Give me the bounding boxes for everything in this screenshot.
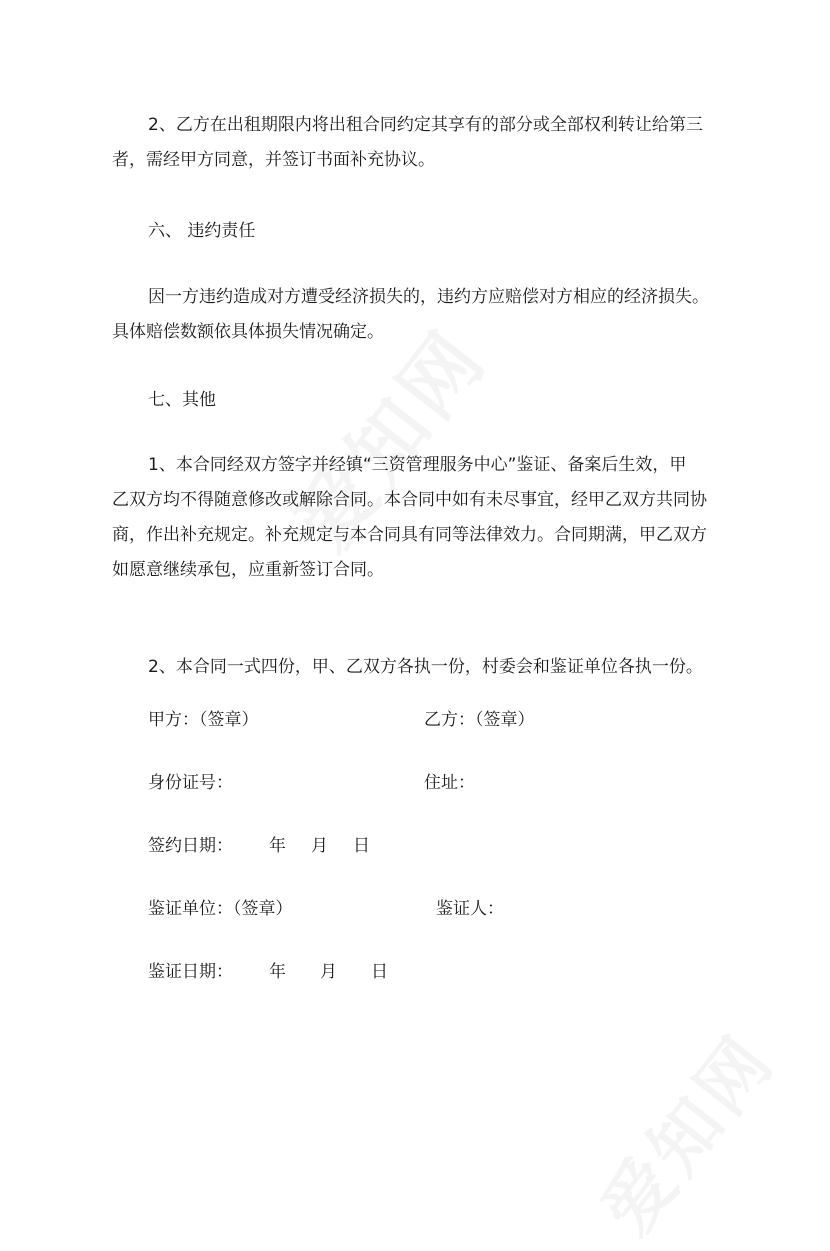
sign-date-month: 月 [311,836,328,856]
clause-line: 1、本合同经双方签字并经镇“三资管理服务中心”鉴证、备案后生效，甲 [148,455,687,475]
id-number-field: 身份证号： [148,773,233,793]
clause-line: 2、乙方在出租期限内将出租合同约定其享有的部分或全部权利转让给第三 [148,115,703,135]
verify-date-day: 日 [371,962,388,982]
verify-date-month: 月 [320,962,337,982]
clause-7-1 [112,448,712,588]
signature-row-verification [0,897,830,921]
clause-line: 2、本合同一式四份，甲、乙双方各执一份，村委会和鉴证单位各执一份。 [148,657,703,677]
verifier-field: 鉴证人： [436,899,504,919]
verify-date-label: 鉴证日期： [148,962,233,982]
clause-line: 者，需经甲方同意，并签订书面补充协议。 [112,150,435,170]
clause-5-2 [112,108,712,178]
clause-line: 具体赔偿数额依具体损失情况确定。 [112,322,384,342]
clause-line: 乙双方均不得随意修改或解除合同。本合同中如有未尽事宜，经甲乙双方共同协 [112,490,707,510]
clause-line: 因一方违约造成对方遭受经济损失的，违约方应赔偿对方相应的经济损失。 [148,287,709,307]
signature-row-parties [0,708,830,732]
address-field: 住址： [424,773,475,793]
verify-unit-signature: 鉴证单位：（签章） [148,899,293,919]
signature-row-identity [0,771,830,795]
sign-date-year: 年 [269,836,286,856]
sign-date-day: 日 [353,836,370,856]
section-heading-other: 七、其他 [148,390,216,410]
party-b-signature: 乙方：（签章） [424,710,535,730]
party-a-signature: 甲方：（签章） [148,710,259,730]
clause-line: 如愿意继续承包，应重新签订合同。 [112,560,384,580]
signature-row-sign-date [0,834,830,858]
section-heading-breach: 六、 违约责任 [148,221,256,241]
watermark [574,1010,794,1251]
clause-7-2 [112,650,712,685]
signature-row-verify-date [0,960,830,984]
clause-line: 商，作出补充规定。补充规定与本合同具有同等法律效力。合同期满，甲乙双方 [112,525,707,545]
sign-date-label: 签约日期： [148,836,233,856]
verify-date-year: 年 [269,962,286,982]
section-6-paragraph [112,280,712,350]
